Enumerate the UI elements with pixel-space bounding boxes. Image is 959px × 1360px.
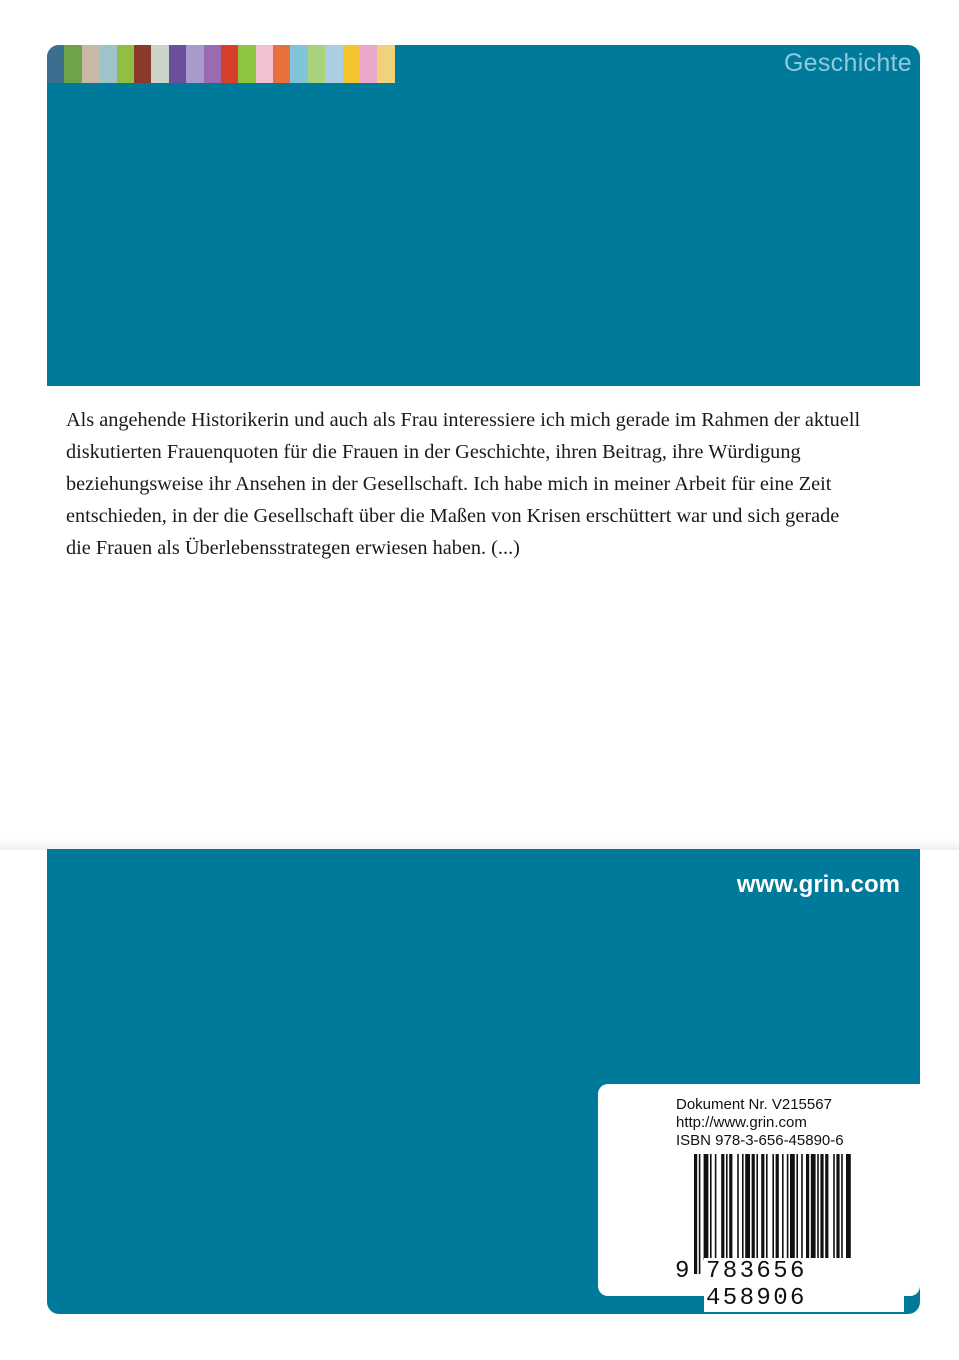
barcode-bar — [742, 1154, 744, 1260]
barcode-bar — [836, 1154, 839, 1260]
color-stripe-9 — [186, 45, 203, 83]
barcode-bar — [817, 1154, 819, 1260]
color-stripe-6 — [134, 45, 151, 83]
color-stripe-bar — [47, 45, 395, 83]
color-stripe-18 — [343, 45, 360, 83]
publisher-website: www.grin.com — [736, 871, 900, 898]
color-stripe-15 — [290, 45, 307, 83]
barcode-bar — [825, 1154, 828, 1260]
barcode-bar — [782, 1154, 784, 1260]
barcode-bar — [729, 1154, 732, 1260]
color-stripe-14 — [273, 45, 290, 83]
barcode-digit-first: 9 — [675, 1258, 690, 1285]
color-stripe-19 — [360, 45, 377, 83]
barcode-bar — [761, 1154, 764, 1260]
barcode-bar — [694, 1154, 697, 1274]
barcode-box — [598, 1084, 920, 1312]
document-number: Dokument Nr. V215567 — [676, 1096, 832, 1113]
barcode-bar — [710, 1154, 712, 1260]
barcode-bar — [811, 1154, 816, 1260]
barcode-bar — [704, 1154, 709, 1260]
barcode-bar — [737, 1154, 739, 1260]
barcode-bar — [846, 1154, 851, 1274]
color-stripe-8 — [169, 45, 186, 83]
color-stripe-11 — [221, 45, 238, 83]
color-stripe-1 — [47, 45, 64, 83]
barcode-bar — [715, 1154, 717, 1260]
barcode-bar — [726, 1154, 728, 1260]
color-stripe-5 — [117, 45, 134, 83]
barcode-bar — [766, 1154, 768, 1260]
barcode-bar — [745, 1154, 750, 1260]
barcode-bar — [806, 1154, 809, 1260]
document-url: http://www.grin.com — [676, 1114, 807, 1131]
barcode-bar — [790, 1154, 795, 1260]
color-stripe-7 — [151, 45, 168, 83]
barcode-bar — [756, 1154, 758, 1260]
isbn-barcode — [694, 1154, 900, 1274]
color-stripe-12 — [238, 45, 255, 83]
barcode-bar — [699, 1154, 701, 1274]
barcode-bar — [796, 1154, 798, 1260]
top-cover-panel — [47, 45, 920, 386]
barcode-bar — [752, 1154, 755, 1260]
color-stripe-2 — [64, 45, 81, 83]
color-stripe-16 — [308, 45, 325, 83]
barcode-bar — [801, 1154, 803, 1260]
barcode-bar — [833, 1154, 835, 1260]
barcode-bar — [776, 1154, 779, 1274]
barcode-bar — [787, 1154, 789, 1260]
color-stripe-20 — [377, 45, 394, 83]
barcode-digits: 783656 458906 — [704, 1258, 904, 1312]
barcode-bar — [841, 1154, 843, 1274]
color-stripe-17 — [325, 45, 342, 83]
color-stripe-4 — [99, 45, 116, 83]
barcode-bar — [772, 1154, 774, 1274]
color-stripe-3 — [82, 45, 99, 83]
book-blurb: Als angehende Historikerin und auch als Frau interessiere ich mich gerade im Rahmen der aktuell diskutierten Frauenquoten für die Frauen in der Geschichte, ihren Beitrag, ihre Würdigung beziehungsweise ihr Ansehen in der Gesellschaft. Ich habe mich in meiner Arbeit für eine Zeit entschieden, in der die Gesellschaft über die Maßen von Krisen erschüttert war und sich gerade die Frauen als Überlebensstrategen erwiesen haben. (...) — [66, 409, 861, 559]
category-label: Geschichte — [783, 49, 912, 77]
color-stripe-13 — [256, 45, 273, 83]
barcode-bar — [721, 1154, 724, 1260]
isbn-number: ISBN 978-3-656-45890-6 — [676, 1132, 844, 1149]
barcode-bar — [820, 1154, 823, 1260]
color-stripe-10 — [204, 45, 221, 83]
